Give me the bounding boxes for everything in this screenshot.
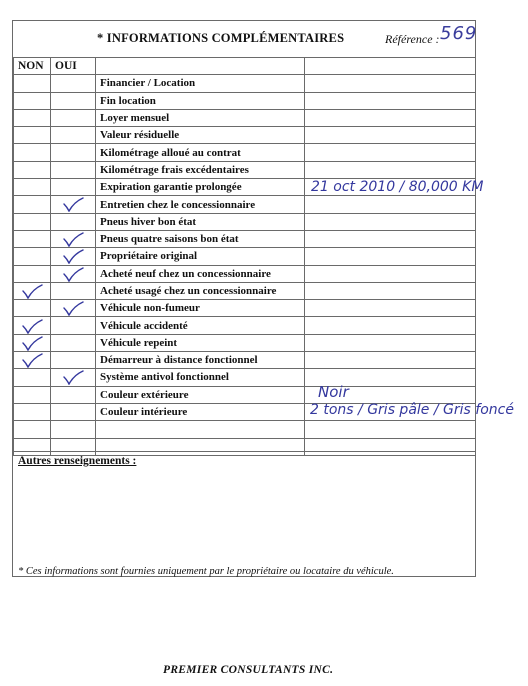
row-label: Véhicule repeint xyxy=(96,334,305,351)
checklist-table xyxy=(13,57,476,456)
form-title: * INFORMATIONS COMPLÉMENTAIRES xyxy=(97,31,345,45)
oui-cell xyxy=(51,196,96,213)
row-label: Véhicule accidenté xyxy=(96,317,305,334)
row-label: Propriétaire original xyxy=(96,248,305,265)
checkmark-icon xyxy=(62,197,84,212)
oui-cell xyxy=(51,179,96,196)
row-value-cell xyxy=(305,248,476,265)
checkmark-icon xyxy=(21,284,43,299)
row-label: Kilométrage frais excédentaires xyxy=(96,161,305,178)
row-label xyxy=(96,421,305,438)
non-cell xyxy=(14,230,51,247)
table-row xyxy=(14,265,476,282)
table-row xyxy=(14,161,476,178)
non-cell xyxy=(14,109,51,126)
oui-cell xyxy=(51,161,96,178)
non-cell xyxy=(14,248,51,265)
row-label: Fin location xyxy=(96,92,305,109)
row-value-cell xyxy=(305,282,476,299)
non-cell xyxy=(14,179,51,196)
row-value-cell xyxy=(305,127,476,144)
reference-value: 569 xyxy=(440,23,478,44)
info-form xyxy=(12,20,514,577)
checkmark-icon xyxy=(21,353,43,368)
row-label: Pneus quatre saisons bon état xyxy=(96,230,305,247)
table-row xyxy=(14,317,476,334)
label-column-header xyxy=(96,58,305,75)
checklist-rows xyxy=(14,75,476,456)
row-label: Véhicule non-fumeur xyxy=(96,300,305,317)
oui-cell xyxy=(51,109,96,126)
autres-label: Autres renseignements : xyxy=(18,455,137,467)
checkmark-icon xyxy=(21,319,43,334)
value-column-header xyxy=(305,58,476,75)
checkmark-icon xyxy=(21,336,43,351)
table-row xyxy=(14,230,476,247)
oui-cell xyxy=(51,92,96,109)
row-label: Démarreur à distance fonctionnel xyxy=(96,352,305,369)
non-cell xyxy=(14,144,51,161)
row-label: Entretien chez le concessionnaire xyxy=(96,196,305,213)
handwritten-warranty: 21 oct 2010 / 80,000 KM xyxy=(311,179,484,195)
reference-label: Référence : xyxy=(385,32,440,46)
non-cell xyxy=(14,282,51,299)
oui-cell xyxy=(51,230,96,247)
non-cell xyxy=(14,403,51,420)
table-row xyxy=(14,109,476,126)
row-label: Expiration garantie prolongée xyxy=(96,179,305,196)
row-value-cell xyxy=(305,352,476,369)
row-value-cell xyxy=(305,213,476,230)
non-cell xyxy=(14,265,51,282)
table-row xyxy=(14,334,476,351)
non-column-header: NON xyxy=(14,58,51,75)
checkmark-icon xyxy=(62,301,84,316)
non-cell xyxy=(14,300,51,317)
row-label: Pneus hiver bon état xyxy=(96,213,305,230)
row-label: Couleur extérieure xyxy=(96,386,305,403)
row-label: Kilométrage alloué au contrat xyxy=(96,144,305,161)
non-cell xyxy=(14,127,51,144)
row-label: Valeur résiduelle xyxy=(96,127,305,144)
non-cell xyxy=(14,317,51,334)
table-row xyxy=(14,369,476,386)
autres-section xyxy=(13,451,475,562)
oui-cell xyxy=(51,334,96,351)
table-row xyxy=(14,352,476,369)
row-value-cell xyxy=(305,109,476,126)
oui-cell xyxy=(51,213,96,230)
non-cell xyxy=(14,196,51,213)
row-label: Financier / Location xyxy=(96,75,305,92)
non-cell xyxy=(14,352,51,369)
oui-cell xyxy=(51,352,96,369)
oui-cell xyxy=(51,403,96,420)
table-row xyxy=(14,144,476,161)
table-row xyxy=(14,386,476,403)
row-value-cell xyxy=(305,265,476,282)
form-header xyxy=(13,21,478,57)
row-value-cell xyxy=(305,421,476,438)
row-value-cell xyxy=(305,161,476,178)
row-label: Loyer mensuel xyxy=(96,109,305,126)
oui-cell xyxy=(51,300,96,317)
checkmark-icon xyxy=(62,249,84,264)
row-label: Acheté usagé chez un concessionnaire xyxy=(96,282,305,299)
non-cell xyxy=(14,75,51,92)
table-row xyxy=(14,196,476,213)
table-row xyxy=(14,421,476,438)
disclaimer-note: * Ces informations sont fournies uniquement par le propriétaire ou locataire du véhicule. xyxy=(18,566,394,577)
row-value-cell xyxy=(305,300,476,317)
non-cell xyxy=(14,421,51,438)
non-cell xyxy=(14,334,51,351)
non-cell xyxy=(14,386,51,403)
oui-cell xyxy=(51,144,96,161)
oui-cell xyxy=(51,386,96,403)
row-value-cell xyxy=(305,196,476,213)
row-value-cell xyxy=(305,92,476,109)
table-row xyxy=(14,300,476,317)
table-row xyxy=(14,92,476,109)
row-label: Système antivol fonctionnel xyxy=(96,369,305,386)
checkmark-icon xyxy=(62,267,84,282)
row-value-cell xyxy=(305,334,476,351)
non-cell xyxy=(14,92,51,109)
oui-cell xyxy=(51,75,96,92)
table-row xyxy=(14,127,476,144)
checkmark-icon xyxy=(62,370,84,385)
oui-cell xyxy=(51,127,96,144)
non-cell xyxy=(14,213,51,230)
oui-cell xyxy=(51,265,96,282)
oui-cell xyxy=(51,369,96,386)
handwritten-exterior-color: Noir xyxy=(318,383,349,401)
table-row xyxy=(14,282,476,299)
row-value-cell xyxy=(305,144,476,161)
table-row xyxy=(14,248,476,265)
table-row xyxy=(14,75,476,92)
row-value-cell xyxy=(305,230,476,247)
row-value-cell xyxy=(305,317,476,334)
oui-column-header: OUI xyxy=(51,58,96,75)
table-row xyxy=(14,213,476,230)
non-cell xyxy=(14,161,51,178)
table-header-row xyxy=(14,58,476,75)
row-label: Acheté neuf chez un concessionnaire xyxy=(96,265,305,282)
checkmark-icon xyxy=(62,232,84,247)
non-cell xyxy=(14,369,51,386)
oui-cell xyxy=(51,282,96,299)
oui-cell xyxy=(51,317,96,334)
company-footer: PREMIER CONSULTANTS INC. xyxy=(163,664,334,676)
oui-cell xyxy=(51,248,96,265)
row-value-cell xyxy=(305,75,476,92)
handwritten-interior-color: 2 tons / Gris pâle / Gris foncé xyxy=(310,402,514,418)
oui-cell xyxy=(51,421,96,438)
row-label: Couleur intérieure xyxy=(96,403,305,420)
